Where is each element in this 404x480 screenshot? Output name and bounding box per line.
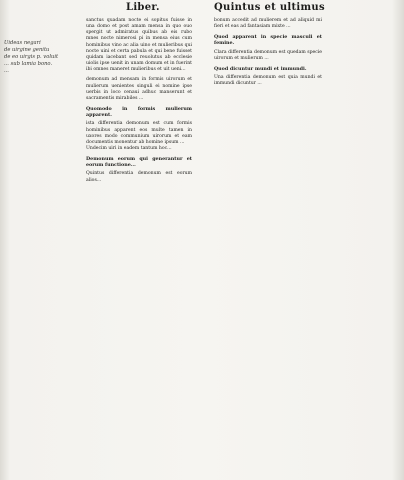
section-heading: Quod apparent in specie masculi et femine. xyxy=(214,34,322,47)
paragraph: Undecim uiri in eadem tantum hoc... xyxy=(86,145,172,151)
margin-note-line: Uideas negari xyxy=(4,40,41,46)
paragraph: Una differentia demonum est quia mundi et immundi dicuntur ... xyxy=(214,75,322,87)
left-text-column xyxy=(86,18,192,184)
right-text-column xyxy=(214,18,322,87)
margin-note-line: ... sub lamia bono. xyxy=(4,61,53,67)
paragraph: demonum ad mensam in formis uirorum et mulierum uenientes singuli ei nomine ipse uerbis in loco cenaui adhuc manserunt et sacramentis mirabiles ... xyxy=(86,77,192,101)
paragraph: sanctus quadam nocte ei sopitus fuisse in una domo et post amam mensa in quo ouo spergit ut admiratus quibus ab eis rubo mnes nocte nimerosi pi in mensa eius cum hominibus vino ac alia uino et mulieribus qui nocte uini et certa pabula et qui bene fuisset quidam iacebant sed reuolutus ab ecclesie uiolis ipse uenit in unam domum et in fuerint ibi omnes maneret mulieribus et uit ueni... xyxy=(86,18,192,73)
section-heading: Quomodo in formis mulierum apparent. xyxy=(86,106,192,119)
handwritten-margin-notes xyxy=(4,40,94,75)
paragraph: bonum accedit ad mulierem et ad aliquid mi fieri et eas ad fantasiam mixte ... xyxy=(214,18,322,30)
paragraph: Clara differentia demonum est quedam specie uirorum et mulierum ... xyxy=(214,49,322,61)
section-heading: Quod dicuntur mundi et immundi. xyxy=(214,65,307,72)
paragraph: ista differentia demonum est cum formis hominibus apparent eos multe tamen in uxores modo communium uirorum et eam documentis monentur ab homine ipsum ... xyxy=(86,121,192,145)
header-right: Quintus et ultimus xyxy=(214,2,325,13)
header-left: Liber. xyxy=(126,2,160,13)
paragraph: Quintus differentia demonum est eorum alios... xyxy=(86,171,192,183)
margin-note-line: de eo uirgis p. voluit xyxy=(4,54,59,60)
section-heading: Demonum eorum qui generantur et eorum functione... xyxy=(86,156,192,169)
margin-note-line: de uirgine genitu xyxy=(4,47,50,53)
margin-note-line: ... xyxy=(4,68,9,74)
